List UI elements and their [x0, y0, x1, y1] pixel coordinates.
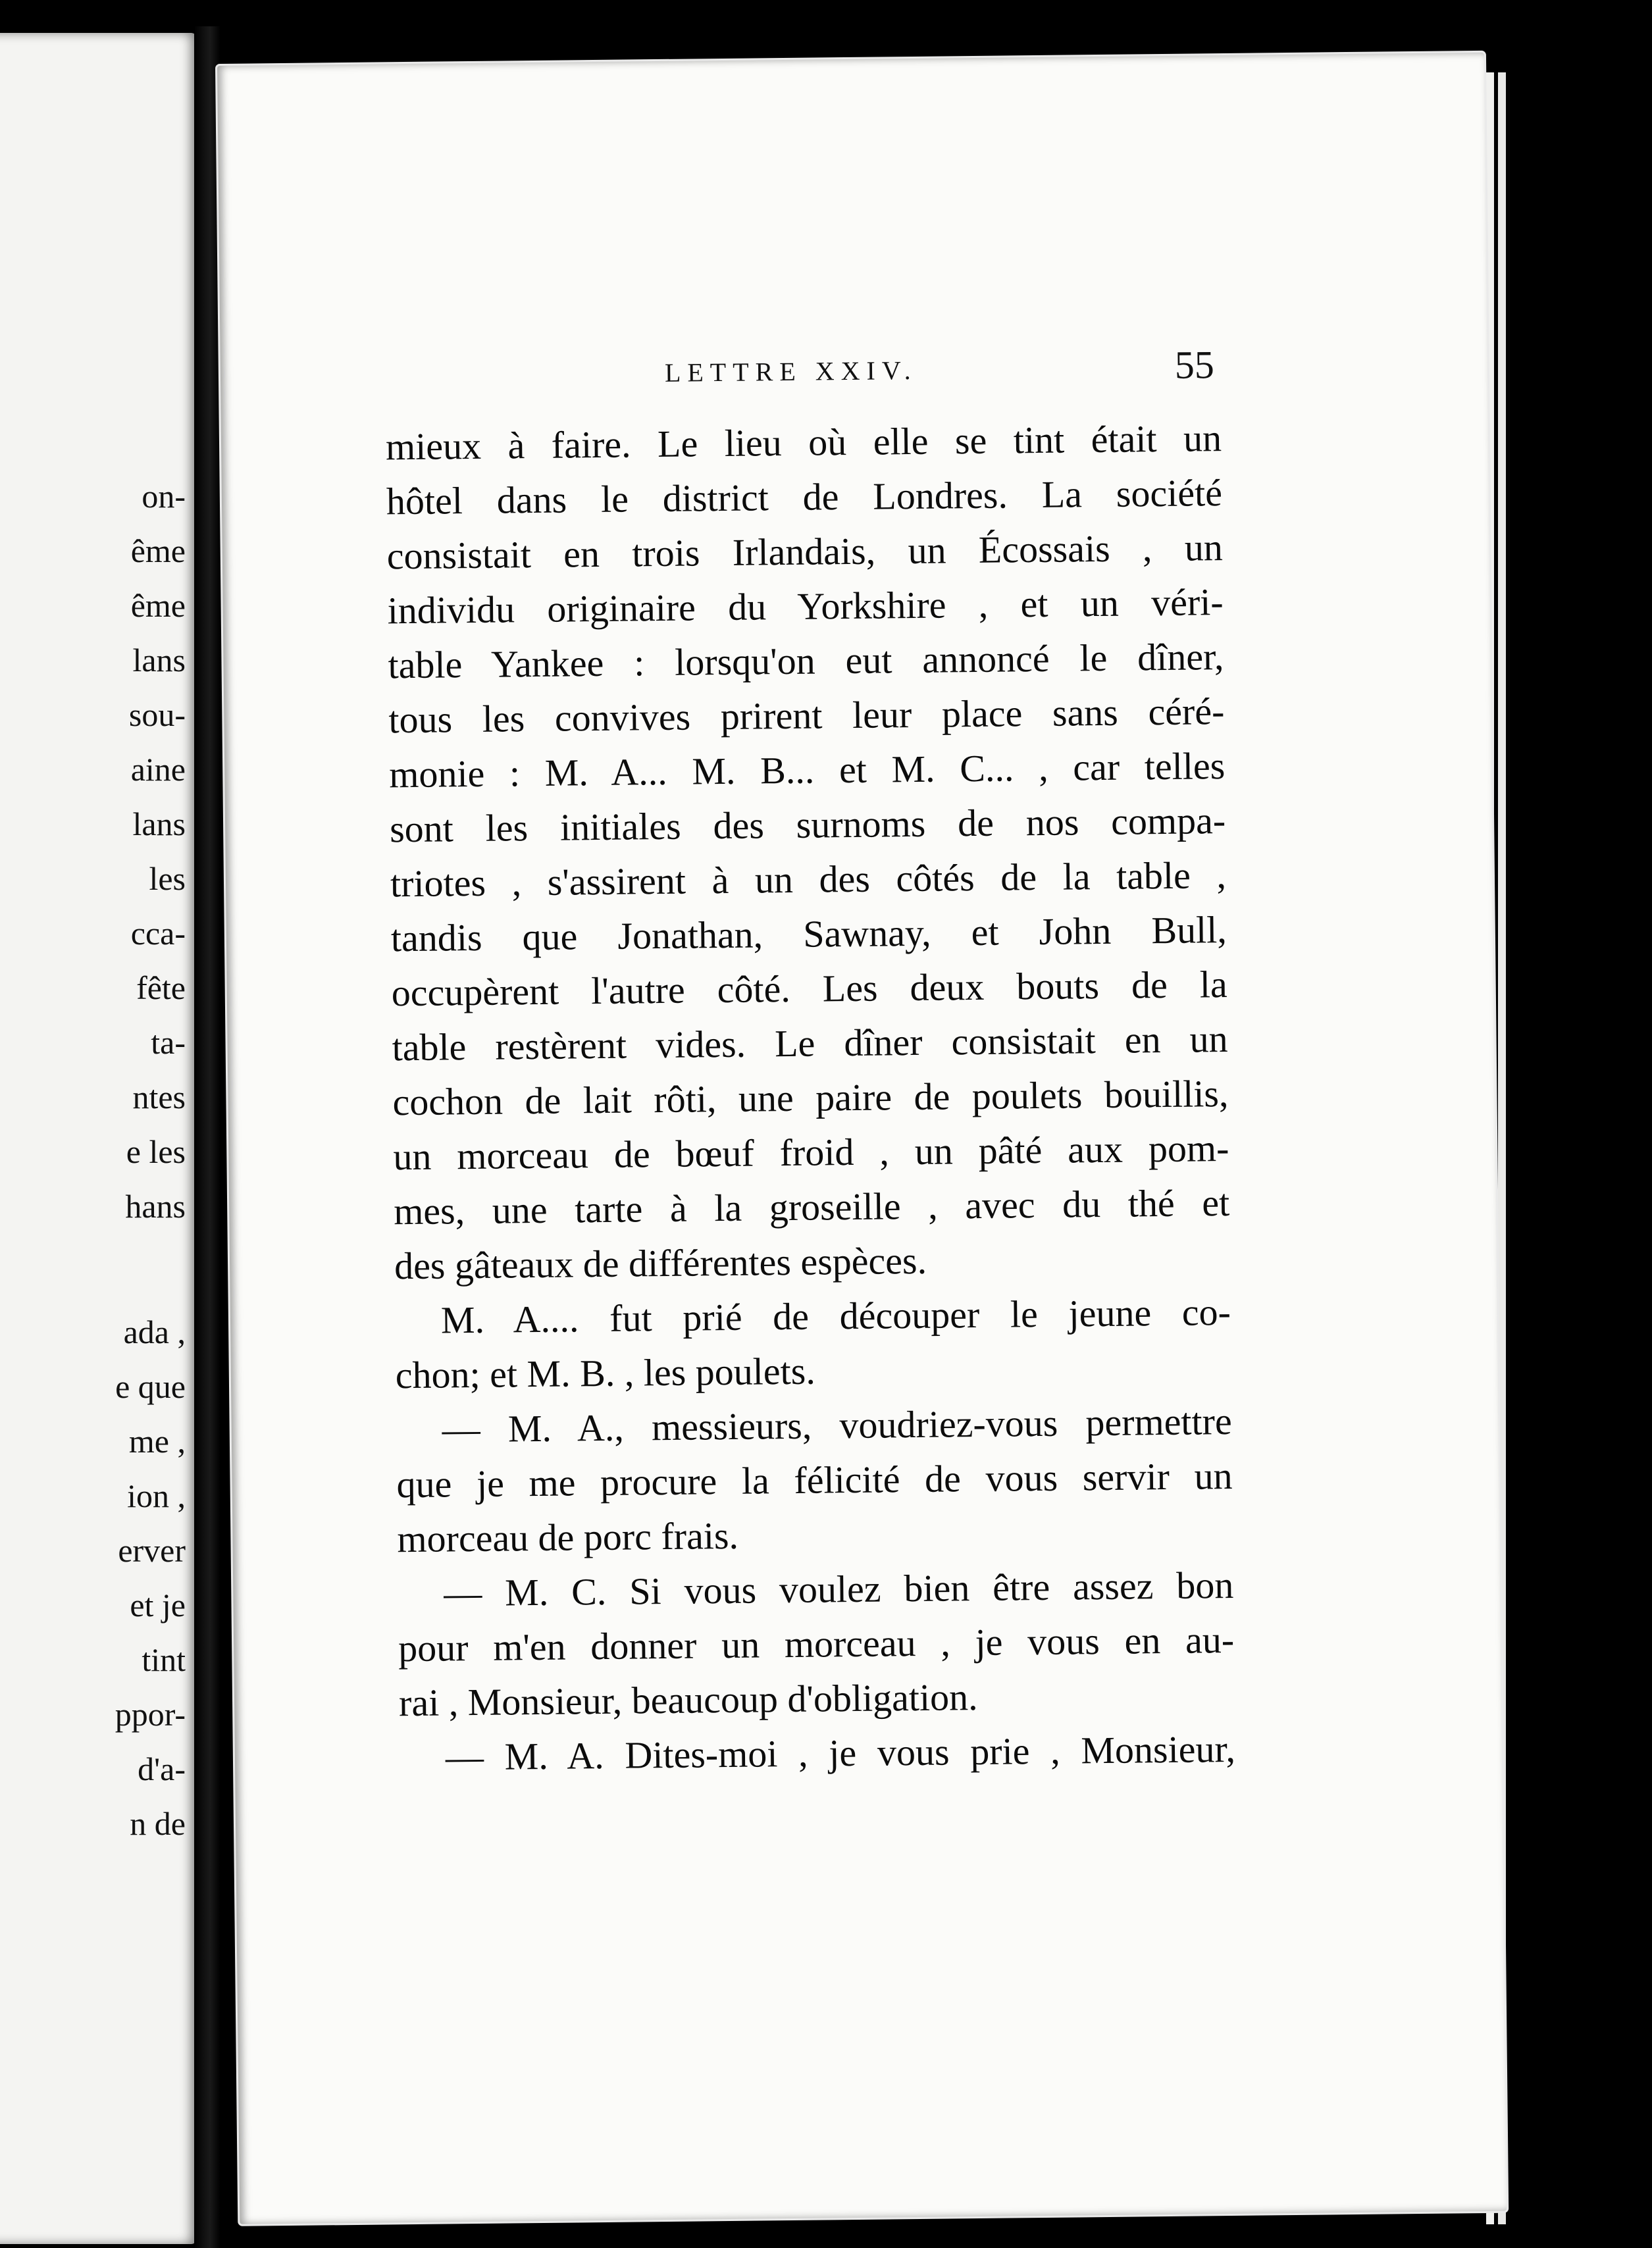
left-line: fête [136, 969, 186, 1006]
left-line: hans [125, 1188, 186, 1225]
left-line: d'a- [138, 1750, 186, 1787]
left-line: ada , [123, 1314, 186, 1350]
text-line: tous les convives prirent leur place sans céré- [388, 690, 1225, 742]
text-line: triotes , s'assirent à un des côtés de la table , [390, 854, 1227, 906]
text-line: — M. A. Dites-moi , je vous prie , Monsieur, [445, 1727, 1236, 1779]
left-line: tint [142, 1641, 186, 1678]
text-line: M. A.... fut prié de découper le jeune co- [440, 1290, 1231, 1342]
left-line: ppor- [115, 1696, 186, 1733]
text-line: tandis que Jonathan, Sawnay, et John Bull, [390, 908, 1227, 960]
text-line: occupèrent l'autre côté. Les deux bouts de la [391, 963, 1228, 1015]
left-line: me , [128, 1423, 186, 1460]
left-line: les [149, 860, 186, 897]
left-line: on- [142, 478, 186, 515]
text-line: — M. C. Si vous voulez bien être assez bon [443, 1563, 1234, 1615]
text-line: — M. A., messieurs, voudriez-vous permettre [442, 1399, 1232, 1451]
text-line: des gâteaux de différentes espèces. [394, 1239, 927, 1288]
text-line: que je me procure la félicité de vous servir un [396, 1454, 1233, 1506]
left-line: cca- [130, 915, 186, 952]
text-line: individu originaire du Yorkshire , et un véri- [387, 580, 1224, 632]
book-page [217, 53, 1507, 2224]
left-line: ntes [132, 1079, 186, 1115]
left-line: lans [132, 805, 186, 842]
left-line: erver [118, 1532, 186, 1569]
text-line: rai , Monsieur, beaucoup d'obligation. [398, 1675, 978, 1725]
text-line: un morceau de bœuf froid , un pâté aux pom- [393, 1126, 1229, 1179]
left-line: e que [115, 1368, 186, 1405]
text-line: pour m'en donner un morceau , je vous en au- [398, 1618, 1235, 1670]
left-line: e les [126, 1133, 186, 1170]
left-line: n de [130, 1805, 186, 1842]
text-line: mes, une tarte à la groseille , avec du thé et [393, 1181, 1230, 1233]
text-line: hôtel dans le district de Londres. La société [386, 471, 1223, 523]
running-head: LETTRE XXIV. [664, 355, 917, 388]
left-line: aine [130, 751, 186, 788]
text-line: monie : M. A... M. B... et M. C... , car telles [388, 744, 1226, 796]
text-line: consistait en trois Irlandais, un Écossais , un [386, 526, 1224, 578]
text-line: cochon de lait rôti, une paire de poulets bouillis, [392, 1071, 1229, 1124]
left-line: lans [132, 642, 186, 678]
text-line: table restèrent vides. Le dîner consistait en un [392, 1017, 1228, 1069]
text-line: mieux à faire. Le lieu où elle se tint était un [385, 417, 1222, 469]
text-line: table Yankee : lorsqu'on eut annoncé le dîner, [388, 635, 1224, 687]
page-body [386, 411, 1236, 1785]
left-line: ême [130, 587, 186, 624]
left-line: ta- [151, 1024, 186, 1061]
text-line: morceau de porc frais. [397, 1514, 739, 1561]
left-line: ême [130, 532, 186, 569]
left-line: ion , [127, 1477, 186, 1514]
book-spine-shadow [194, 26, 220, 2248]
page-header [220, 343, 1488, 415]
left-page-fragment [0, 33, 197, 2244]
text-line: sont les initiales des surnoms de nos compa- [389, 799, 1226, 851]
left-line: sou- [128, 696, 186, 733]
left-line: et je [130, 1587, 186, 1623]
page-number: 55 [1174, 343, 1215, 387]
text-line: chon; et M. B. , les poulets. [395, 1349, 816, 1397]
